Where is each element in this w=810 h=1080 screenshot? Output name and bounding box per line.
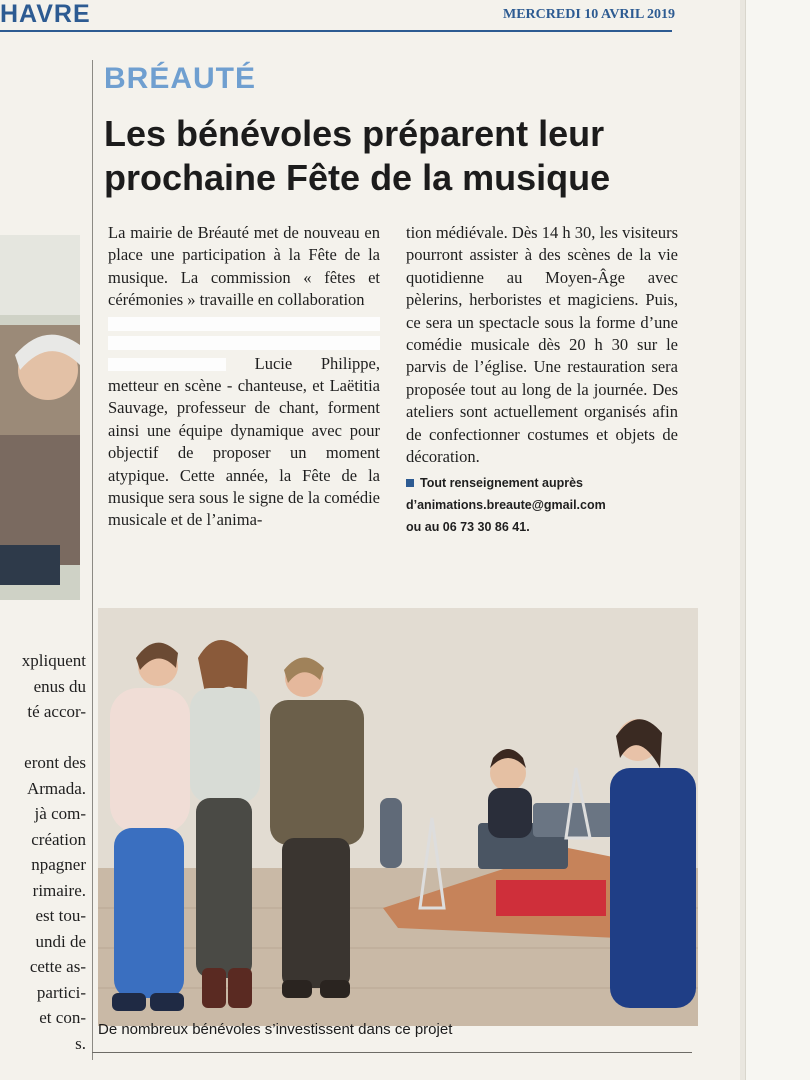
redacted-text: [108, 358, 226, 371]
article-headline: Les bénévoles préparent leur prochaine Fête de la musique: [104, 113, 611, 198]
article-photo: [98, 608, 698, 1026]
fragment-line: partici-: [36, 982, 86, 1002]
header-rule: [0, 30, 672, 32]
column-divider: [92, 60, 93, 1060]
info-email: d’animations.breaute@gmail.com: [406, 498, 606, 513]
fragment-line: eront des: [24, 753, 86, 772]
fragment-line: jà com-: [34, 804, 86, 823]
fragment-line: enus du: [33, 676, 86, 696]
article-column-2: [406, 222, 678, 538]
info-phone: ou au 06 73 30 86 41.: [406, 520, 530, 535]
fragment-line: undi de: [35, 931, 86, 951]
fragment-line: té accor-: [27, 702, 86, 721]
adjacent-page-edge: [745, 0, 810, 1080]
paragraph-program: tion médiévale. Dès 14 h 30, les visiteurs pourront assister à des scènes de la vie quotidienne au Moyen-Âge avec pèlerins, herboristes et magiciens. Puis, ce sera un spectacle sous la forme d’une comédie musicale dès 20 h 30 sur le parvis de l’église. Une restauration sera proposée tout au long de la journée. Des ateliers sont actuellement organisés afin de confectionner costumes et objets de décoration.: [406, 223, 678, 467]
fragment-line: et con-: [39, 1008, 86, 1027]
left-article-fragment: [0, 648, 86, 1056]
square-bullet-icon: [406, 479, 414, 487]
info-line: Tout renseignement auprès: [420, 476, 583, 491]
fragment-line: xpliquent: [21, 651, 86, 670]
fragment-line: Armada.: [26, 778, 86, 798]
bottom-rule: [92, 1052, 692, 1053]
article-column-1: [108, 222, 380, 532]
section-city: HAVRE: [0, 0, 91, 28]
redacted-text: [108, 336, 380, 350]
photo-caption: De nombreux bénévoles s’investissent dans ce projet: [98, 1021, 453, 1038]
fragment-line: cette as-: [29, 957, 86, 976]
fragment-line: rimaire.: [32, 880, 86, 900]
redacted-text: [108, 317, 380, 331]
fragment-line: [0, 725, 86, 751]
paragraph-intro: La mairie de Bréauté met de nouveau en place une participation à la Fête de la musique. La commission « fêtes et cérémonies » travaille en collaboration: [108, 223, 380, 310]
paragraph-names: Lucie Philippe, metteur en scène - chanteuse, et Laëtitia Sauvage, professeur de chant, forment ainsi une équipe dynamique avec pour objectif de proposer un moment atypique. Cette année, la Fête de la musique sera sous le signe de la comédie musicale et de l’anima-: [108, 353, 380, 530]
left-article-photo: [0, 235, 80, 600]
issue-date: MERCREDI 10 AVRIL 2019: [503, 7, 676, 22]
info-block: [406, 472, 678, 538]
fragment-line: est tou-: [35, 906, 86, 925]
fragment-line: création: [31, 829, 86, 849]
fragment-line: s.: [75, 1033, 86, 1053]
fragment-line: npagner: [31, 855, 86, 874]
article-kicker: BRÉAUTÉ: [104, 62, 257, 95]
